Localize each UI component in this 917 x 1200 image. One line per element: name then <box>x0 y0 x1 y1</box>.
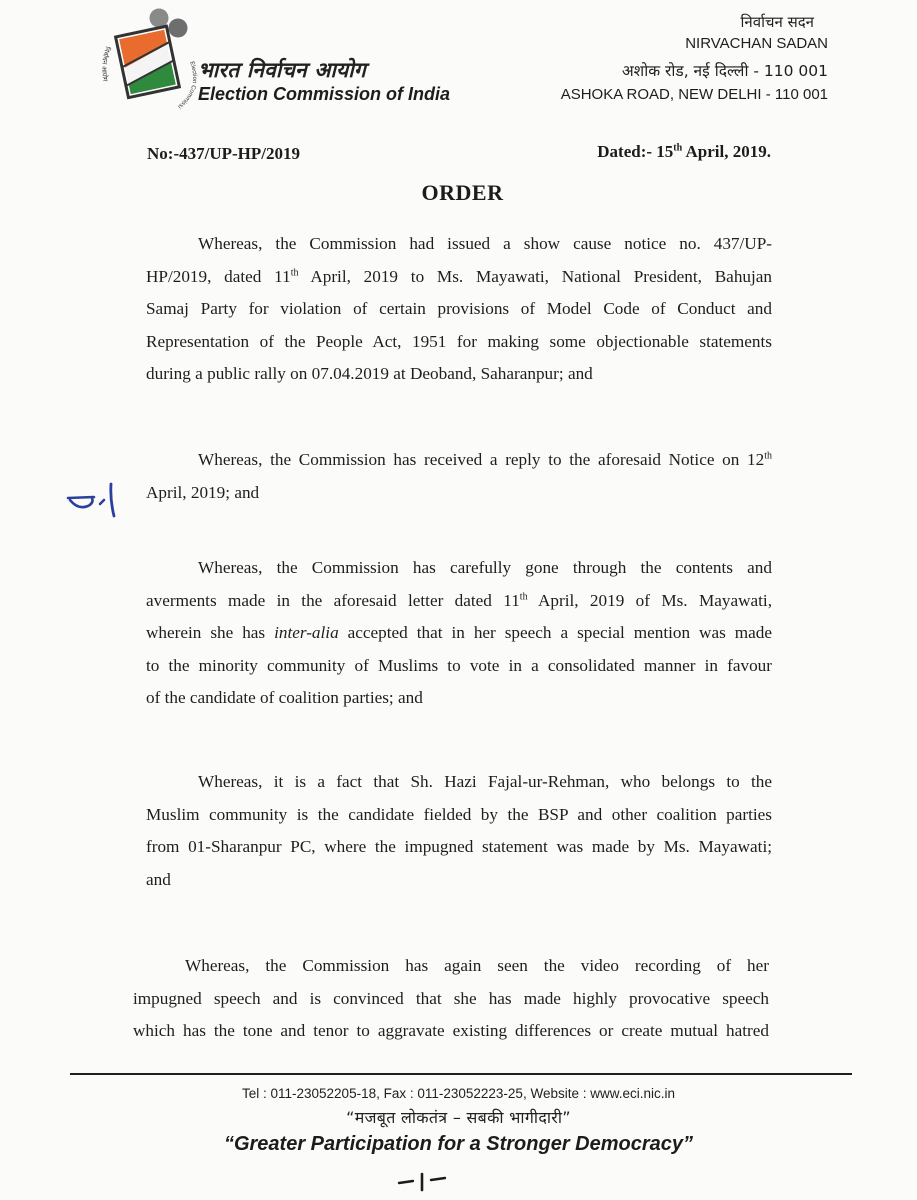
organisation-name <box>198 56 458 105</box>
paragraph-line: April, 2019; and <box>146 482 260 502</box>
paragraph-line: Whereas, the Commission has carefully gone through the contents and <box>198 558 772 577</box>
paragraph-line: from 01-Sharanpur PC, where the impugned statement was made by Ms. Mayawati; <box>146 837 772 856</box>
paragraph-line: to the minority community of Muslims to vote in a consolidated manner in favour <box>146 655 772 675</box>
address-block <box>528 12 828 103</box>
paragraph-4 <box>146 766 772 896</box>
paragraph-line: Representation of the People Act, 1951 for making some objectionable statements <box>146 331 772 351</box>
footer-contact: Tel : 011-23052205-18, Fax : 011-23052223-25, Website : www.eci.nic.in <box>241 1086 675 1101</box>
org-name-english: Election Commission of India <box>198 84 451 104</box>
footer-motto-english: “Greater Participation for a Stronger Democracy” <box>223 1133 694 1155</box>
svg-text:Election Commission of India: Election Commissi <box>176 60 198 110</box>
paragraph-line: Whereas, the Commission has received a reply to the aforesaid Notice on 12th <box>198 450 772 469</box>
svg-text:निर्वाचन आयोग: निर्वाचन आयोग <box>100 45 112 83</box>
paragraph-line: Whereas, it is a fact that Sh. Hazi Fajal-ur-Rehman, who belongs to the <box>198 772 772 791</box>
paragraph-line: averments made in the aforesaid letter dated 11th April, 2019 of Ms. Mayawati, <box>146 590 772 610</box>
paragraph-line: Samaj Party for violation of certain provisions of Model Code of Conduct and <box>146 299 772 318</box>
paragraph-line: wherein she has inter-alia accepted that in her speech a special mention was made <box>146 623 772 642</box>
paragraph-3 <box>146 552 772 715</box>
paragraph-1 <box>146 228 772 391</box>
reference-number: No:-437/UP-HP/2019 <box>147 144 300 163</box>
reference-date: Dated:- 15th April, 2019. <box>597 142 771 161</box>
footer-divider <box>70 1073 852 1075</box>
paragraph-5 <box>133 950 769 1048</box>
footer-motto-hindi: “मजबूत लोकतंत्र – सबकी भागीदारी” <box>346 1108 571 1127</box>
eci-logo <box>92 6 212 112</box>
handwritten-page-number <box>395 1168 451 1194</box>
paragraph-line: which has the tone and tenor to aggravate existing differences or create mutual hatred <box>133 1021 769 1040</box>
paragraph-line: HP/2019, dated 11th April, 2019 to Ms. Mayawati, National President, Bahujan <box>146 266 772 286</box>
paragraph-line: Whereas, the Commission has again seen the video recording of her <box>185 956 769 975</box>
paragraph-line: impugned speech and is convinced that she has made highly provocative speech <box>133 988 769 1008</box>
org-name-hindi: भारत निर्वाचन आयोग <box>198 58 366 82</box>
address-hindi: अशोक रोड, नई दिल्ली - 110 001 <box>621 62 828 80</box>
paragraph-line: during a public rally on 07.04.2019 at Deoband, Saharanpur; and <box>146 364 593 383</box>
paragraph-line: and <box>146 869 171 889</box>
building-name-english: NIRVACHAN SADAN <box>685 35 828 52</box>
handwritten-margin-mark <box>64 476 124 520</box>
document-title: ORDER <box>421 180 504 205</box>
paragraph-line: Whereas, the Commission had issued a show cause notice no. 437/UP- <box>198 234 772 253</box>
address-english: ASHOKA ROAD, NEW DELHI - 110 001 <box>560 86 828 103</box>
paragraph-line: Muslim community is the candidate fielded by the BSP and other coalition parties <box>146 804 772 824</box>
paragraph-2 <box>146 444 772 509</box>
building-name-hindi: निर्वाचन सदन <box>740 13 814 31</box>
paragraph-line: of the candidate of coalition parties; and <box>146 688 423 707</box>
